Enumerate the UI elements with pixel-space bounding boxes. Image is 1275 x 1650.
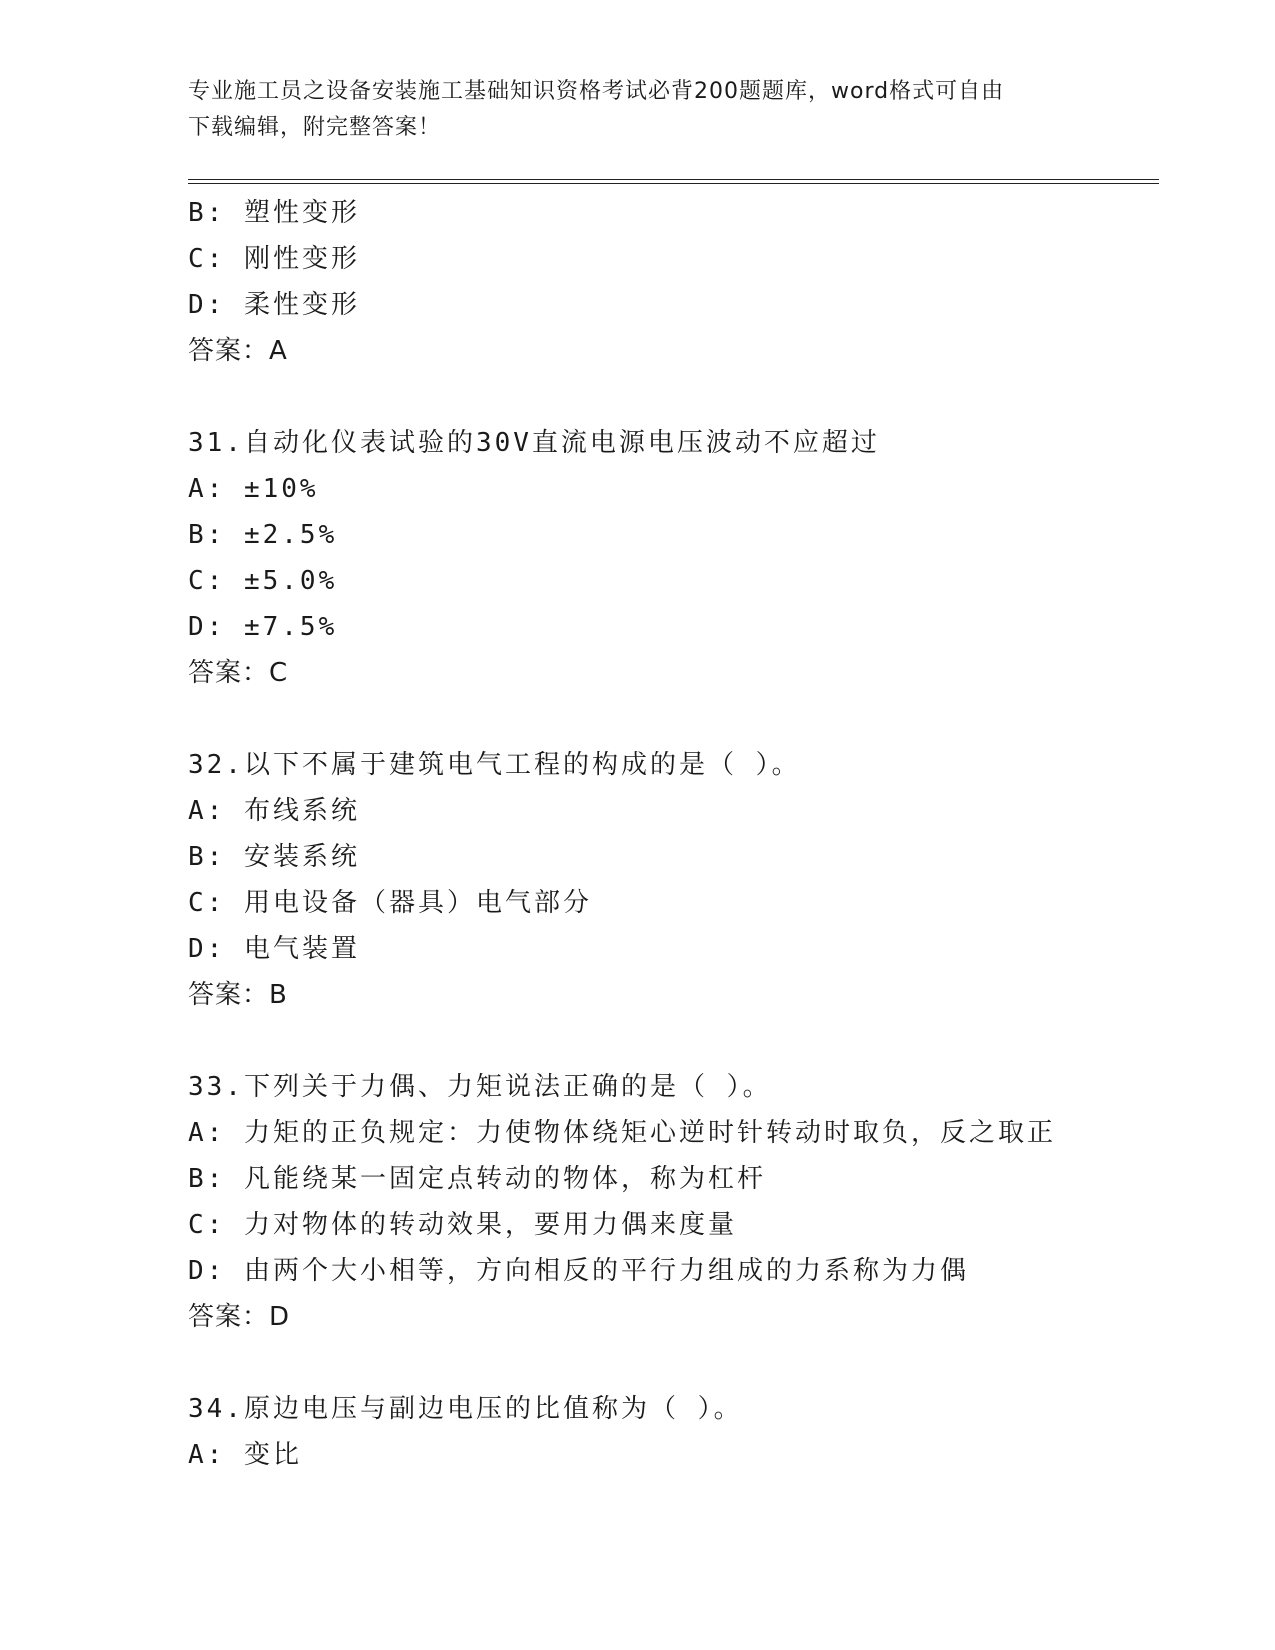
- option-c: C: ±5.0%: [188, 566, 338, 596]
- answer-line: 答案：C: [188, 658, 289, 688]
- question-32: [188, 742, 1158, 1018]
- header-line-1: 专业施工员之设备安装施工基础知识资格考试必背200题题库，word格式可自由: [188, 79, 1005, 104]
- option-b: B: 安装系统: [188, 842, 360, 872]
- question-content: [188, 190, 1158, 1478]
- question-stem: 32.以下不属于建筑电气工程的构成的是（ ）。: [188, 750, 801, 780]
- spacer: [188, 374, 1158, 420]
- option-d: D: 电气装置: [188, 934, 360, 964]
- option-c: C: 用电设备（器具）电气部分: [188, 888, 592, 918]
- question-stem: 34.原边电压与副边电压的比值称为（ ）。: [188, 1394, 743, 1424]
- option-d: D: 由两个大小相等，方向相反的平行力组成的力系称为力偶: [188, 1256, 969, 1286]
- question-stem: 31.自动化仪表试验的30V直流电源电压波动不应超过: [188, 428, 880, 458]
- option-a: A: 变比: [188, 1440, 302, 1470]
- document-header: [188, 74, 1088, 146]
- spacer: [188, 1018, 1158, 1064]
- answer-line: 答案：B: [188, 980, 288, 1010]
- question-31: [188, 420, 1158, 696]
- question-30-continuation: [188, 190, 1158, 374]
- option-c: C: 刚性变形: [188, 244, 360, 274]
- question-stem: 33.下列关于力偶、力矩说法正确的是（ ）。: [188, 1072, 772, 1102]
- question-34: [188, 1386, 1158, 1478]
- option-a: A: 力矩的正负规定：力使物体绕矩心逆时针转动时取负，反之取正: [188, 1118, 1056, 1148]
- option-b: B: 凡能绕某一固定点转动的物体，称为杠杆: [188, 1164, 766, 1194]
- header-rule-top: [188, 179, 1159, 180]
- answer-line: 答案：A: [188, 336, 288, 366]
- option-c: C: 力对物体的转动效果，要用力偶来度量: [188, 1210, 737, 1240]
- question-33: [188, 1064, 1158, 1340]
- answer-line: 答案：D: [188, 1302, 291, 1332]
- header-rule-bottom: [188, 183, 1159, 184]
- header-line-2: 下载编辑，附完整答案！: [188, 115, 442, 140]
- option-b: B: 塑性变形: [188, 198, 360, 228]
- option-a: A: 布线系统: [188, 796, 360, 826]
- option-d: D: 柔性变形: [188, 290, 360, 320]
- spacer: [188, 1340, 1158, 1386]
- option-b: B: ±2.5%: [188, 520, 338, 550]
- option-d: D: ±7.5%: [188, 612, 338, 642]
- option-a: A: ±10%: [188, 474, 319, 504]
- spacer: [188, 696, 1158, 742]
